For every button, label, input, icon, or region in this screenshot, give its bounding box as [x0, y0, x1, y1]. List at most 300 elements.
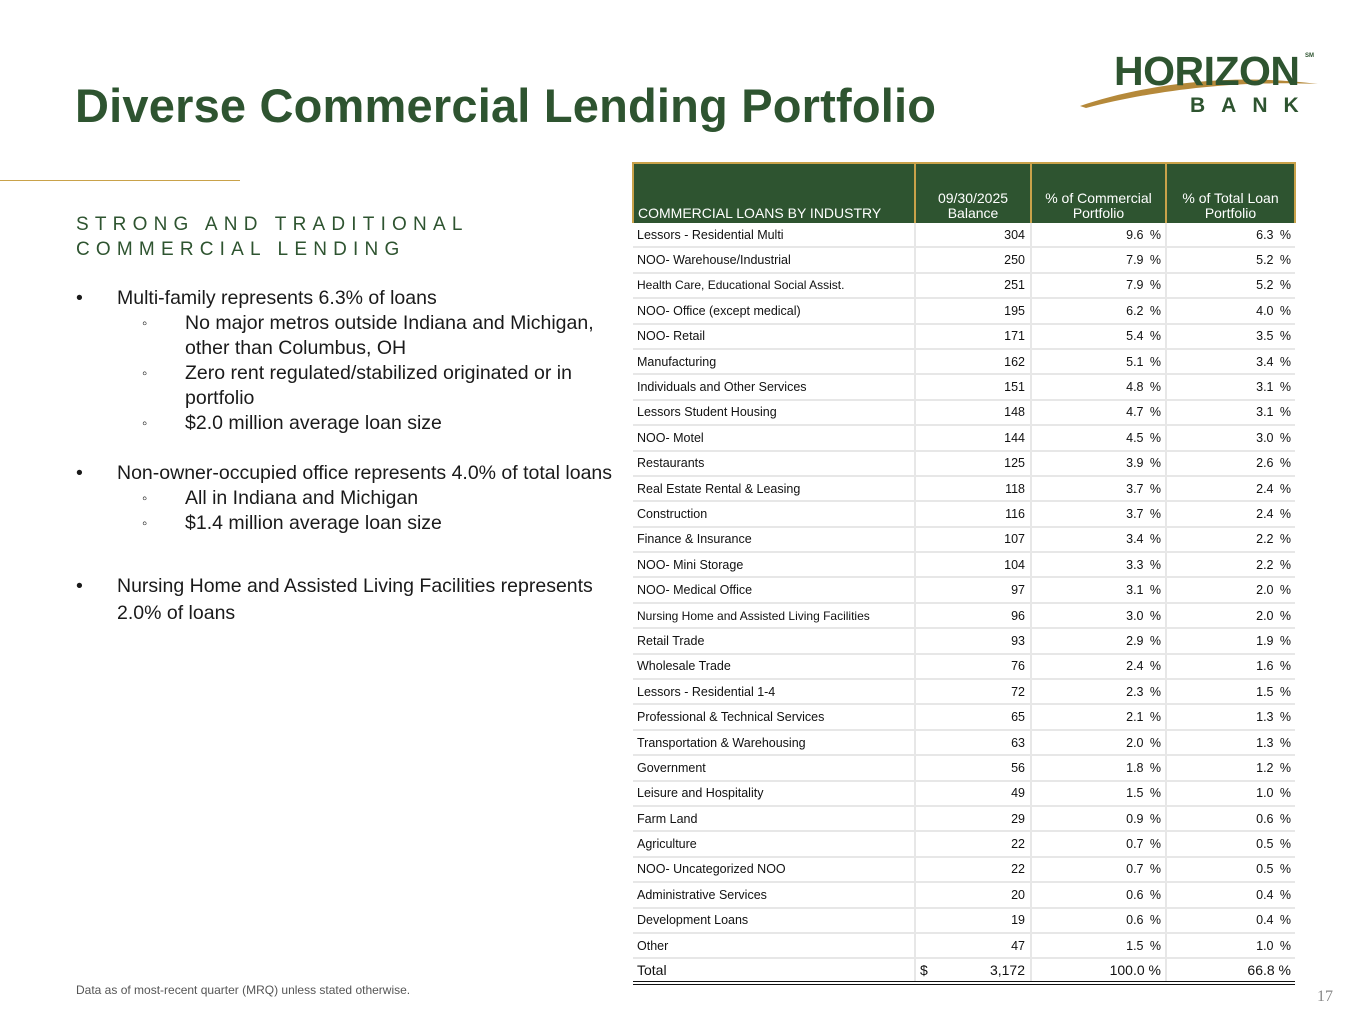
industry-cell: Construction: [633, 501, 915, 526]
pct-total-cell: [1166, 273, 1295, 298]
pct-sign: %: [1279, 329, 1291, 344]
balance-cell: 125: [915, 451, 1031, 476]
pct-sign: %: [1279, 887, 1291, 902]
logo-service-mark: SM: [1305, 53, 1314, 59]
pct-sign: %: [1279, 684, 1291, 699]
pct-commercial-cell: [1031, 882, 1166, 907]
header-pct-commercial: % of Commercial Portfolio: [1031, 163, 1166, 223]
pct-sign: %: [1278, 962, 1291, 979]
pct-sign: %: [1149, 913, 1161, 928]
pct-commercial-cell: [1031, 908, 1166, 933]
pct-total-cell: [1166, 908, 1295, 933]
industry-cell: Administrative Services: [633, 882, 915, 907]
section-subheading: STRONG AND TRADITIONAL COMMERCIAL LENDING: [76, 214, 468, 260]
pct-total-value: 0.5: [1256, 837, 1274, 852]
pct-sign: %: [1279, 913, 1291, 928]
pct-commercial-value: 9.6: [1126, 227, 1144, 242]
pct-total-value: 2.4: [1256, 481, 1274, 496]
pct-total-value: 3.1: [1256, 380, 1274, 395]
balance-cell: 76: [915, 654, 1031, 679]
sub-bullet-marker: ◦: [142, 415, 148, 432]
total-pct-total: 66.8: [1247, 962, 1275, 979]
footnote: Data as of most-recent quarter (MRQ) unless stated otherwise.: [76, 983, 411, 997]
gold-divider: [0, 180, 240, 181]
balance-cell: 116: [915, 501, 1031, 526]
bullet-item: [76, 573, 636, 627]
pct-total-cell: [1166, 654, 1295, 679]
pct-commercial-cell: [1031, 552, 1166, 577]
sub-bullet-marker: ◦: [142, 315, 148, 332]
pct-commercial-value: 2.9: [1126, 633, 1144, 648]
logo-bank-text: BANK: [1190, 94, 1315, 117]
pct-commercial-value: 3.4: [1126, 532, 1144, 547]
pct-commercial-value: 1.5: [1126, 938, 1144, 953]
sub-bullet-text: Zero rent regulated/stabilized originated or in portfolio: [185, 362, 572, 409]
industry-cell: Wholesale Trade: [633, 654, 915, 679]
pct-sign: %: [1279, 405, 1291, 420]
industry-cell: Professional & Technical Services: [633, 704, 915, 729]
balance-cell: 195: [915, 298, 1031, 323]
pct-commercial-cell: [1031, 273, 1166, 298]
header-industry: COMMERCIAL LOANS BY INDUSTRY: [633, 163, 915, 223]
industry-cell: Transportation & Warehousing: [633, 730, 915, 755]
pct-total-value: 2.6: [1256, 456, 1274, 471]
pct-commercial-value: 0.6: [1126, 887, 1144, 902]
pct-sign: %: [1279, 227, 1291, 242]
pct-commercial-cell: [1031, 349, 1166, 374]
pct-commercial-cell: [1031, 451, 1166, 476]
pct-sign: %: [1149, 938, 1161, 953]
pct-commercial-value: 0.6: [1126, 913, 1144, 928]
pct-sign: %: [1149, 456, 1161, 471]
pct-sign: %: [1279, 786, 1291, 801]
pct-sign: %: [1149, 354, 1161, 369]
pct-sign: %: [1149, 633, 1161, 648]
pct-sign: %: [1279, 862, 1291, 877]
pct-commercial-cell: [1031, 324, 1166, 349]
pct-total-value: 1.2: [1256, 760, 1274, 775]
industry-cell: Individuals and Other Services: [633, 374, 915, 399]
pct-total-cell: [1166, 527, 1295, 552]
pct-sign: %: [1149, 887, 1161, 902]
table-row: [633, 831, 1295, 856]
pct-total-value: 2.2: [1256, 532, 1274, 547]
total-balance-cell: [915, 958, 1031, 983]
bullet-item: [76, 461, 636, 486]
pct-sign: %: [1149, 329, 1161, 344]
pct-total-value: 2.0: [1256, 608, 1274, 623]
pct-sign: %: [1279, 456, 1291, 471]
balance-cell: 22: [915, 857, 1031, 882]
pct-sign: %: [1279, 710, 1291, 725]
pct-commercial-value: 0.7: [1126, 862, 1144, 877]
table-row: [633, 527, 1295, 552]
pct-commercial-value: 5.4: [1126, 329, 1144, 344]
pct-commercial-value: 3.9: [1126, 456, 1144, 471]
pct-commercial-cell: [1031, 400, 1166, 425]
pct-commercial-value: 4.8: [1126, 380, 1144, 395]
pct-commercial-value: 2.0: [1126, 735, 1144, 750]
industry-cell: Finance & Insurance: [633, 527, 915, 552]
pct-sign: %: [1149, 532, 1161, 547]
pct-sign: %: [1149, 735, 1161, 750]
pct-sign: %: [1279, 253, 1291, 268]
pct-sign: %: [1149, 557, 1161, 572]
page-title: Diverse Commercial Lending Portfolio: [75, 79, 937, 132]
pct-sign: %: [1149, 710, 1161, 725]
pct-total-cell: [1166, 298, 1295, 323]
pct-sign: %: [1279, 380, 1291, 395]
pct-total-value: 0.4: [1256, 913, 1274, 928]
pct-commercial-cell: [1031, 628, 1166, 653]
pct-sign: %: [1279, 608, 1291, 623]
pct-total-cell: [1166, 324, 1295, 349]
balance-cell: 118: [915, 476, 1031, 501]
table-row: [633, 730, 1295, 755]
balance-cell: 250: [915, 247, 1031, 272]
industry-cell: Agriculture: [633, 831, 915, 856]
pct-total-value: 1.0: [1256, 938, 1274, 953]
pct-commercial-cell: [1031, 806, 1166, 831]
pct-total-value: 3.0: [1256, 430, 1274, 445]
pct-sign: %: [1149, 227, 1161, 242]
pct-sign: %: [1149, 583, 1161, 598]
industry-cell: NOO- Mini Storage: [633, 552, 915, 577]
industry-cell: Manufacturing: [633, 349, 915, 374]
pct-sign: %: [1149, 506, 1161, 521]
pct-commercial-cell: [1031, 425, 1166, 450]
balance-cell: 65: [915, 704, 1031, 729]
pct-sign: %: [1148, 962, 1161, 979]
pct-total-cell: [1166, 476, 1295, 501]
table-row: [633, 451, 1295, 476]
pct-commercial-value: 0.7: [1126, 837, 1144, 852]
pct-commercial-value: 7.9: [1126, 278, 1144, 293]
pct-total-cell: [1166, 425, 1295, 450]
pct-commercial-value: 3.7: [1126, 481, 1144, 496]
balance-cell: 104: [915, 552, 1031, 577]
balance-cell: 29: [915, 806, 1031, 831]
table-row: [633, 476, 1295, 501]
table-row: [633, 425, 1295, 450]
table-row: [633, 628, 1295, 653]
sub-bullet-text: $2.0 million average loan size: [185, 412, 442, 434]
pct-commercial-value: 3.0: [1126, 608, 1144, 623]
table-row: [633, 273, 1295, 298]
pct-total-value: 0.5: [1256, 862, 1274, 877]
pct-sign: %: [1149, 659, 1161, 674]
bullet-text: Non-owner-occupied office represents 4.0% of total loans: [117, 462, 613, 484]
pct-total-value: 1.6: [1256, 659, 1274, 674]
table-row: [633, 781, 1295, 806]
balance-cell: 304: [915, 223, 1031, 247]
currency-symbol: $: [920, 962, 928, 979]
balance-cell: 151: [915, 374, 1031, 399]
balance-cell: 107: [915, 527, 1031, 552]
table-row: [633, 755, 1295, 780]
pct-total-cell: [1166, 223, 1295, 247]
total-label: Total: [633, 958, 915, 983]
pct-sign: %: [1149, 811, 1161, 826]
pct-commercial-value: 3.7: [1126, 506, 1144, 521]
industry-cell: Retail Trade: [633, 628, 915, 653]
pct-total-cell: [1166, 501, 1295, 526]
table-row: [633, 654, 1295, 679]
pct-sign: %: [1149, 380, 1161, 395]
total-balance: 3,172: [989, 962, 1025, 979]
pct-sign: %: [1279, 811, 1291, 826]
sub-bullet-marker: ◦: [142, 490, 148, 507]
pct-commercial-cell: [1031, 755, 1166, 780]
table-row: [633, 247, 1295, 272]
balance-cell: 251: [915, 273, 1031, 298]
industry-cell: Lessors - Residential 1-4: [633, 679, 915, 704]
bullet-text: Multi-family represents 6.3% of loans: [117, 287, 437, 309]
pct-total-cell: [1166, 882, 1295, 907]
pct-commercial-value: 4.5: [1126, 430, 1144, 445]
pct-total-cell: [1166, 755, 1295, 780]
pct-total-cell: [1166, 400, 1295, 425]
table-row: [633, 501, 1295, 526]
pct-commercial-cell: [1031, 476, 1166, 501]
sub-bullet-item: [76, 511, 636, 536]
table-row: [633, 908, 1295, 933]
pct-total-cell: [1166, 857, 1295, 882]
pct-total-value: 1.3: [1256, 735, 1274, 750]
table-row: [633, 374, 1295, 399]
horizon-bank-logo: [1078, 42, 1328, 132]
balance-cell: 93: [915, 628, 1031, 653]
pct-total-value: 2.4: [1256, 506, 1274, 521]
pct-sign: %: [1149, 253, 1161, 268]
table-row: [633, 552, 1295, 577]
pct-commercial-cell: [1031, 603, 1166, 628]
page-number: 17: [1317, 988, 1333, 1005]
industry-cell: Other: [633, 933, 915, 958]
pct-total-value: 3.1: [1256, 405, 1274, 420]
balance-cell: 144: [915, 425, 1031, 450]
pct-sign: %: [1279, 938, 1291, 953]
pct-total-value: 0.4: [1256, 887, 1274, 902]
pct-commercial-value: 2.4: [1126, 659, 1144, 674]
pct-commercial-value: 3.1: [1126, 583, 1144, 598]
pct-total-value: 2.0: [1256, 583, 1274, 598]
pct-total-cell: [1166, 247, 1295, 272]
commercial-loans-table: [632, 162, 1294, 985]
pct-commercial-cell: [1031, 831, 1166, 856]
pct-total-value: 3.5: [1256, 329, 1274, 344]
industry-cell: Real Estate Rental & Leasing: [633, 476, 915, 501]
pct-commercial-value: 4.7: [1126, 405, 1144, 420]
bullet-list: [76, 286, 636, 627]
pct-commercial-cell: [1031, 298, 1166, 323]
table-header-row: [633, 163, 1295, 223]
pct-total-cell: [1166, 577, 1295, 602]
sub-bullet-text: $1.4 million average loan size: [185, 512, 442, 534]
industry-cell: Restaurants: [633, 451, 915, 476]
pct-total-value: 2.2: [1256, 557, 1274, 572]
industry-cell: Lessors - Residential Multi: [633, 223, 915, 247]
sub-bullet-item: [76, 361, 636, 411]
header-balance: 09/30/2025 Balance: [915, 163, 1031, 223]
pct-sign: %: [1149, 786, 1161, 801]
bullet-item: [76, 286, 636, 311]
sub-bullet-marker: ◦: [142, 365, 148, 382]
pct-sign: %: [1279, 278, 1291, 293]
pct-total-cell: [1166, 730, 1295, 755]
pct-commercial-value: 1.8: [1126, 760, 1144, 775]
total-pct-commercial: 100.0: [1109, 962, 1145, 979]
pct-sign: %: [1279, 303, 1291, 318]
balance-cell: 171: [915, 324, 1031, 349]
pct-total-cell: [1166, 933, 1295, 958]
pct-sign: %: [1279, 354, 1291, 369]
pct-commercial-value: 2.3: [1126, 684, 1144, 699]
sub-bullet-text: All in Indiana and Michigan: [185, 487, 419, 509]
pct-commercial-value: 0.9: [1126, 811, 1144, 826]
bullet-marker: •: [76, 287, 83, 309]
industry-cell: NOO- Medical Office: [633, 577, 915, 602]
pct-total-value: 1.9: [1256, 633, 1274, 648]
table-row: [633, 806, 1295, 831]
pct-sign: %: [1149, 837, 1161, 852]
pct-total-value: 5.2: [1256, 253, 1274, 268]
industry-cell: NOO- Office (except medical): [633, 298, 915, 323]
pct-sign: %: [1279, 430, 1291, 445]
pct-total-cell: [1166, 374, 1295, 399]
pct-sign: %: [1279, 583, 1291, 598]
balance-cell: 20: [915, 882, 1031, 907]
pct-total-value: 6.3: [1256, 227, 1274, 242]
balance-cell: 56: [915, 755, 1031, 780]
balance-cell: 148: [915, 400, 1031, 425]
pct-sign: %: [1279, 659, 1291, 674]
bullet-marker: •: [76, 462, 83, 484]
table-row: [633, 882, 1295, 907]
pct-sign: %: [1279, 506, 1291, 521]
table-row: [633, 349, 1295, 374]
balance-cell: 47: [915, 933, 1031, 958]
pct-sign: %: [1279, 557, 1291, 572]
pct-commercial-cell: [1031, 679, 1166, 704]
pct-sign: %: [1279, 481, 1291, 496]
pct-total-value: 1.5: [1256, 684, 1274, 699]
pct-commercial-cell: [1031, 374, 1166, 399]
pct-total-value: 5.2: [1256, 278, 1274, 293]
pct-total-cell: [1166, 704, 1295, 729]
balance-cell: 162: [915, 349, 1031, 374]
pct-commercial-cell: [1031, 857, 1166, 882]
table-row: [633, 603, 1295, 628]
pct-sign: %: [1149, 303, 1161, 318]
pct-total-cell: [1166, 552, 1295, 577]
pct-commercial-cell: [1031, 501, 1166, 526]
table-total-row: [633, 958, 1295, 983]
pct-sign: %: [1279, 837, 1291, 852]
balance-cell: 97: [915, 577, 1031, 602]
pct-total-value: 4.0: [1256, 303, 1274, 318]
pct-commercial-value: 7.9: [1126, 253, 1144, 268]
pct-commercial-cell: [1031, 527, 1166, 552]
balance-cell: 19: [915, 908, 1031, 933]
pct-total-value: 1.0: [1256, 786, 1274, 801]
sub-bullet-item: [76, 311, 636, 361]
pct-commercial-cell: [1031, 781, 1166, 806]
pct-total-value: 1.3: [1256, 710, 1274, 725]
industry-cell: Government: [633, 755, 915, 780]
industry-cell: NOO- Uncategorized NOO: [633, 857, 915, 882]
header-pct-total: % of Total Loan Portfolio: [1166, 163, 1295, 223]
pct-total-cell: [1166, 349, 1295, 374]
pct-total-value: 0.6: [1256, 811, 1274, 826]
balance-cell: 63: [915, 730, 1031, 755]
pct-total-cell: [1166, 831, 1295, 856]
pct-commercial-cell: [1031, 247, 1166, 272]
pct-sign: %: [1279, 735, 1291, 750]
pct-sign: %: [1149, 684, 1161, 699]
table-row: [633, 223, 1295, 247]
sub-bullet-item: [76, 486, 636, 511]
pct-total-value: 3.4: [1256, 354, 1274, 369]
pct-sign: %: [1149, 760, 1161, 775]
sub-bullet-text: No major metros outside Indiana and Michigan, other than Columbus, OH: [185, 312, 594, 359]
table-row: [633, 577, 1295, 602]
pct-total-cell: [1166, 603, 1295, 628]
pct-commercial-value: 6.2: [1126, 303, 1144, 318]
sub-bullet-marker: ◦: [142, 515, 148, 532]
pct-sign: %: [1279, 633, 1291, 648]
pct-commercial-value: 5.1: [1126, 354, 1144, 369]
table-row: [633, 298, 1295, 323]
pct-sign: %: [1149, 862, 1161, 877]
industry-cell: NOO- Retail: [633, 324, 915, 349]
pct-commercial-cell: [1031, 933, 1166, 958]
pct-sign: %: [1149, 278, 1161, 293]
pct-commercial-cell: [1031, 654, 1166, 679]
table-row: [633, 324, 1295, 349]
balance-cell: 22: [915, 831, 1031, 856]
pct-sign: %: [1279, 760, 1291, 775]
bullet-marker: •: [76, 575, 83, 597]
balance-cell: 72: [915, 679, 1031, 704]
sub-bullet-item: [76, 411, 636, 436]
industry-cell: NOO- Warehouse/Industrial: [633, 247, 915, 272]
pct-sign: %: [1149, 430, 1161, 445]
pct-commercial-value: 1.5: [1126, 786, 1144, 801]
pct-sign: %: [1279, 532, 1291, 547]
pct-sign: %: [1149, 481, 1161, 496]
total-pct-total-cell: [1166, 958, 1295, 983]
pct-commercial-value: 2.1: [1126, 710, 1144, 725]
industry-cell: Development Loans: [633, 908, 915, 933]
industry-cell: Lessors Student Housing: [633, 400, 915, 425]
pct-total-cell: [1166, 451, 1295, 476]
pct-commercial-cell: [1031, 704, 1166, 729]
bullet-text: Nursing Home and Assisted Living Facilities represents 2.0% of loans: [117, 575, 593, 624]
pct-total-cell: [1166, 679, 1295, 704]
industry-cell: NOO- Motel: [633, 425, 915, 450]
logo-wordmark: HORIZON: [1114, 48, 1300, 94]
pct-sign: %: [1149, 608, 1161, 623]
total-pct-commercial-cell: [1031, 958, 1166, 983]
industry-cell: Farm Land: [633, 806, 915, 831]
pct-total-cell: [1166, 806, 1295, 831]
balance-cell: 49: [915, 781, 1031, 806]
pct-total-cell: [1166, 781, 1295, 806]
pct-commercial-value: 3.3: [1126, 557, 1144, 572]
table-row: [633, 679, 1295, 704]
table-row: [633, 857, 1295, 882]
